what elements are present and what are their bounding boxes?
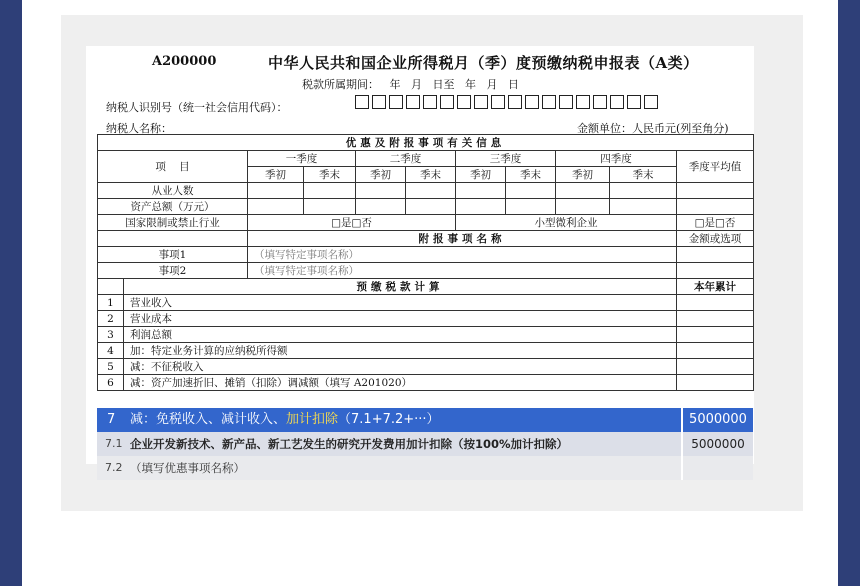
row-7-2-value[interactable] — [681, 456, 753, 480]
attached-item-1-label: 事项1 — [98, 247, 248, 263]
quarter-1-header: 一季度 — [248, 151, 356, 167]
row-7-1-value[interactable]: 5000000 — [681, 432, 753, 456]
highlighted-row-7[interactable] — [97, 408, 753, 432]
attached-item-2-input[interactable]: （填写特定事项名称） — [248, 263, 677, 279]
row-7-2[interactable] — [97, 456, 753, 480]
table-cell[interactable] — [677, 295, 754, 311]
row-number: 6 — [98, 375, 124, 391]
q1-end-header: 季末 — [304, 167, 356, 183]
row-number: 1 — [98, 295, 124, 311]
preferential-header: 优惠及附报事项有关信息 — [98, 135, 754, 151]
item-header: 项 目 — [98, 151, 248, 183]
table-cell[interactable] — [677, 183, 754, 199]
quarter-3-header: 三季度 — [456, 151, 556, 167]
attached-item-1-input[interactable]: （填写特定事项名称） — [248, 247, 677, 263]
row-7-label: 减：免税收入、减计收入、加计扣除（7.1+7.2+···） — [130, 412, 440, 427]
attached-item-2-label: 事项2 — [98, 263, 248, 279]
table-cell[interactable] — [356, 183, 406, 199]
restricted-industry-label: 国家限制或禁止行业 — [98, 215, 248, 231]
table-cell[interactable] — [356, 199, 406, 215]
row-label: 减：资产加速折旧、摊销（扣除）调减额（填写 A201020） — [124, 375, 677, 391]
table-cell[interactable] — [677, 263, 754, 279]
q2-start-header: 季初 — [356, 167, 406, 183]
quarter-4-header: 四季度 — [556, 151, 677, 167]
row-number: 4 — [98, 343, 124, 359]
employees-label: 从业人数 — [98, 183, 248, 199]
table-cell[interactable] — [406, 183, 456, 199]
row-7-1-number: 7.1 — [105, 437, 123, 450]
table-cell[interactable] — [248, 183, 304, 199]
left-frame-bar — [0, 0, 22, 586]
table-cell[interactable] — [304, 199, 356, 215]
taxpayer-id-boxes — [355, 95, 661, 109]
q3-start-header: 季初 — [456, 167, 506, 183]
tax-period: 税款所属期间： 年 月 日至 年 月 日 — [302, 78, 519, 91]
quarter-average-header: 季度平均值 — [677, 151, 754, 183]
row-7-1[interactable] — [97, 432, 753, 456]
quarter-2-header: 二季度 — [356, 151, 456, 167]
table-cell[interactable] — [677, 343, 754, 359]
row-label: 营业收入 — [124, 295, 677, 311]
row-7-value[interactable]: 5000000 — [681, 408, 753, 432]
ytd-header: 本年累计 — [677, 279, 754, 295]
super-deduction-highlight: 加计扣除 — [286, 412, 339, 427]
restricted-industry-checkbox[interactable]: □是□否 — [248, 215, 456, 231]
q4-end-header: 季末 — [610, 167, 677, 183]
small-micro-enterprise-label: 小型微利企业 — [456, 215, 677, 231]
table-cell — [98, 279, 124, 295]
row-label: 减：不征税收入 — [124, 359, 677, 375]
q2-end-header: 季末 — [406, 167, 456, 183]
table-cell[interactable] — [556, 183, 610, 199]
table-cell[interactable] — [677, 359, 754, 375]
q1-start-header: 季初 — [248, 167, 304, 183]
right-frame-bar — [838, 0, 860, 586]
table-cell[interactable] — [456, 199, 506, 215]
table-cell[interactable] — [677, 247, 754, 263]
table-cell[interactable] — [248, 199, 304, 215]
form-code: A200000 — [152, 54, 217, 69]
total-assets-label: 资产总额（万元） — [98, 199, 248, 215]
table-cell[interactable] — [506, 183, 556, 199]
table-cell[interactable] — [610, 183, 677, 199]
table-cell[interactable] — [556, 199, 610, 215]
q4-start-header: 季初 — [556, 167, 610, 183]
table-cell[interactable] — [677, 375, 754, 391]
row-7-1-label: 企业开发新技术、新产品、新工艺发生的研究开发费用加计扣除（按100%加计扣除） — [130, 437, 569, 451]
table-cell — [98, 231, 248, 247]
row-7-2-label: （填写优惠事项名称） — [130, 461, 245, 475]
table-cell[interactable] — [506, 199, 556, 215]
row-number: 2 — [98, 311, 124, 327]
table-cell[interactable] — [610, 199, 677, 215]
table-cell[interactable] — [406, 199, 456, 215]
row-label: 利润总额 — [124, 327, 677, 343]
row-7-2-number: 7.2 — [105, 461, 123, 474]
q3-end-header: 季末 — [506, 167, 556, 183]
taxpayer-id-label: 纳税人识别号（统一社会信用代码）： — [106, 101, 288, 114]
amount-unit-label: 金额单位：人民币元(列至角分) — [577, 122, 729, 135]
form-title: 中华人民共和国企业所得税月（季）度预缴纳税申报表（A类） — [268, 54, 699, 72]
declaration-table — [97, 134, 754, 391]
small-micro-enterprise-checkbox[interactable]: □是□否 — [677, 215, 754, 231]
row-label: 营业成本 — [124, 311, 677, 327]
row-number: 5 — [98, 359, 124, 375]
attached-items-header: 附报事项名称 — [248, 231, 677, 247]
table-cell[interactable] — [677, 311, 754, 327]
table-cell[interactable] — [304, 183, 356, 199]
row-number: 3 — [98, 327, 124, 343]
table-cell[interactable] — [677, 199, 754, 215]
amount-or-option-header: 金额或选项 — [677, 231, 754, 247]
table-cell[interactable] — [456, 183, 506, 199]
prepaid-tax-header: 预缴税款计算 — [124, 279, 677, 295]
taxpayer-name-label: 纳税人名称： — [106, 122, 172, 135]
table-cell[interactable] — [677, 327, 754, 343]
row-label: 加：特定业务计算的应纳税所得额 — [124, 343, 677, 359]
row-7-number: 7 — [107, 412, 116, 427]
